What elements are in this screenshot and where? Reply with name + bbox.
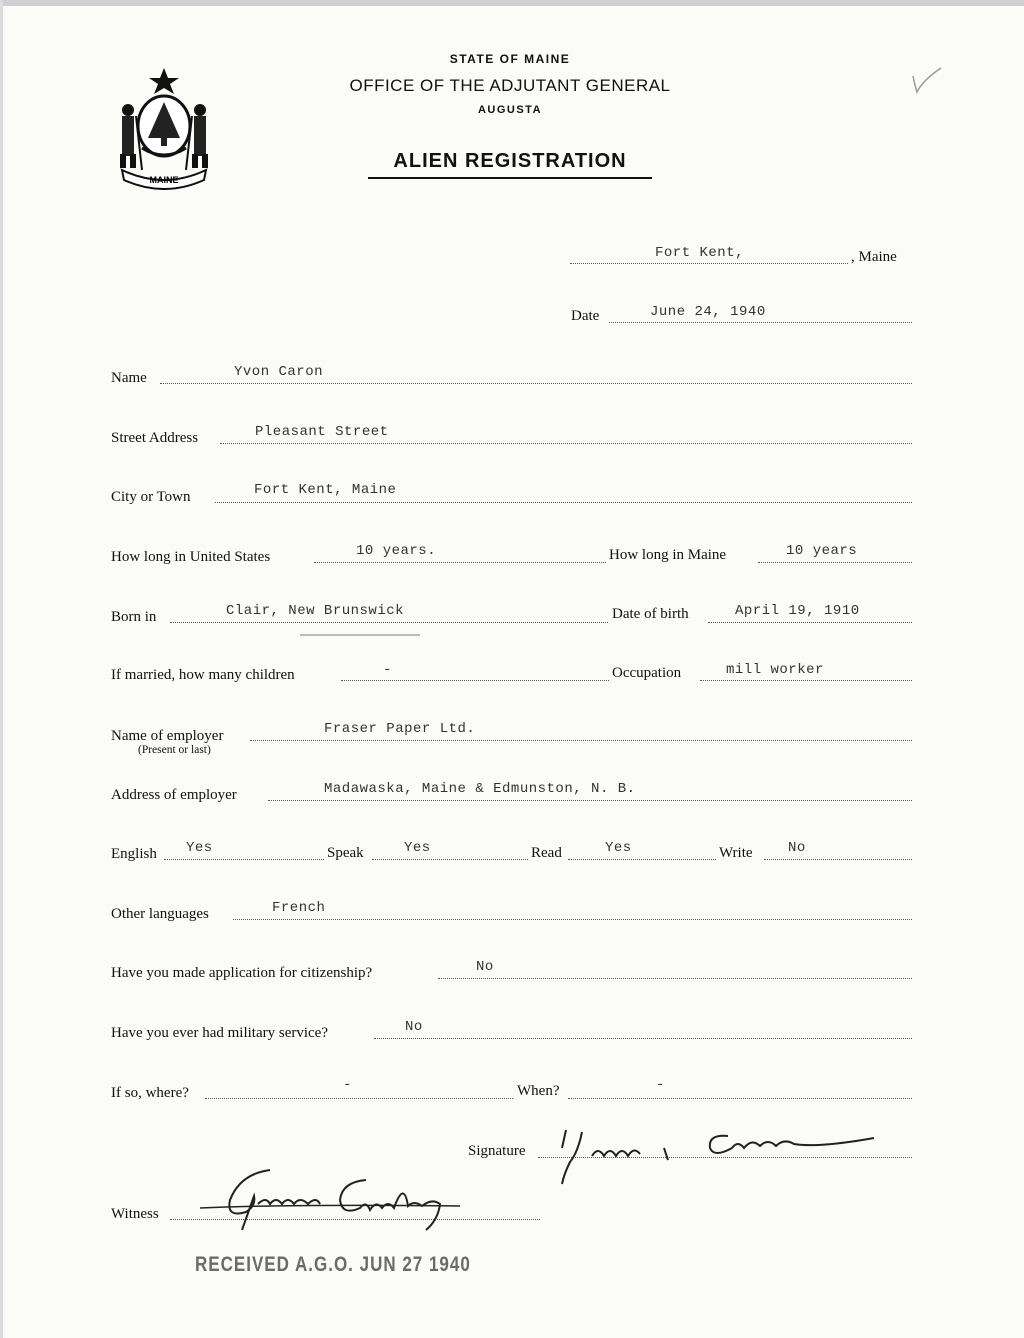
- dob-label: Date of birth: [612, 606, 689, 622]
- us-duration-value: 10 years.: [356, 543, 437, 559]
- date-value: June 24, 1940: [650, 304, 766, 320]
- occupation-line: [700, 679, 912, 681]
- maine-state-seal-icon: [112, 66, 216, 190]
- speak-value: Yes: [404, 840, 431, 856]
- born-in-underline: [300, 634, 420, 636]
- children-value: -: [383, 662, 392, 678]
- header-state: STATE OF MAINE: [449, 52, 571, 66]
- write-label: Write: [719, 845, 753, 861]
- checkmark-icon: [905, 62, 945, 96]
- where-label: If so, where?: [111, 1085, 189, 1101]
- when-value: -: [656, 1077, 665, 1093]
- signature-label: Signature: [468, 1143, 526, 1159]
- read-label: Read: [531, 845, 562, 861]
- name-value: Yvon Caron: [234, 364, 324, 380]
- write-value: No: [788, 840, 806, 856]
- born-in-value: Clair, New Brunswick: [226, 603, 405, 619]
- employer-line: [250, 739, 912, 741]
- city-label: City or Town: [111, 489, 191, 505]
- children-label: If married, how many children: [111, 667, 295, 683]
- employer-address-label: Address of employer: [111, 787, 237, 803]
- read-value: Yes: [605, 840, 632, 856]
- born-in-label: Born in: [111, 609, 157, 625]
- other-languages-line: [233, 918, 912, 920]
- street-line: [220, 442, 912, 444]
- read-line: [568, 858, 716, 860]
- occupation-value: mill worker: [726, 662, 824, 678]
- street-label: Street Address: [111, 430, 199, 446]
- other-languages-label: Other languages: [111, 906, 209, 922]
- military-line: [374, 1037, 912, 1039]
- header-office: OFFICE OF THE ADJUTANT GENERAL: [349, 76, 671, 95]
- us-duration-label: How long in United States: [111, 549, 271, 565]
- where-line: [205, 1097, 513, 1099]
- where-value: -: [343, 1077, 352, 1093]
- occupation-label: Occupation: [612, 665, 682, 681]
- location-suffix: , Maine: [851, 249, 897, 265]
- witness-signature-icon: [170, 1160, 470, 1235]
- citizenship-line: [438, 977, 912, 979]
- street-value: Pleasant Street: [255, 424, 389, 440]
- employer-address-line: [268, 799, 912, 801]
- military-label: Have you ever had military service?: [111, 1025, 328, 1041]
- english-label: English: [111, 846, 157, 862]
- when-line: [568, 1097, 912, 1099]
- write-line: [764, 858, 912, 860]
- location-value: Fort Kent,: [655, 245, 745, 261]
- maine-duration-line: [758, 561, 912, 563]
- received-stamp: RECEIVED A.G.O. JUN 27 1940: [195, 1252, 471, 1276]
- citizenship-value: No: [476, 959, 494, 975]
- when-label: When?: [517, 1083, 560, 1099]
- witness-label: Witness: [111, 1206, 159, 1222]
- scan-edge-top: [0, 0, 1024, 6]
- us-duration-line: [314, 561, 606, 563]
- speak-line: [372, 858, 528, 860]
- date-label: Date: [571, 308, 600, 324]
- english-line: [164, 858, 324, 860]
- speak-label: Speak: [327, 845, 364, 861]
- other-languages-value: French: [272, 900, 326, 916]
- military-value: No: [405, 1019, 423, 1035]
- date-line: [609, 321, 912, 323]
- english-value: Yes: [186, 840, 213, 856]
- maine-duration-label: How long in Maine: [609, 547, 727, 563]
- city-value: Fort Kent, Maine: [254, 482, 397, 498]
- citizenship-label: Have you made application for citizenship?: [111, 965, 373, 981]
- employer-address-value: Madawaska, Maine & Edmunston, N. B.: [324, 781, 636, 797]
- applicant-signature-icon: [548, 1118, 884, 1188]
- dob-line: [708, 621, 912, 623]
- employer-value: Fraser Paper Ltd.: [324, 721, 476, 737]
- location-line: [570, 262, 848, 264]
- children-line: [341, 679, 609, 681]
- employer-sublabel: (Present or last): [138, 744, 211, 756]
- name-line: [160, 382, 912, 384]
- name-label: Name: [111, 370, 147, 386]
- born-in-line: [170, 621, 608, 623]
- scan-edge-left: [0, 0, 3, 1338]
- employer-label: Name of employer: [111, 728, 224, 744]
- header-city: AUGUSTA: [477, 104, 543, 116]
- city-line: [215, 501, 912, 503]
- svg-text:MAINE: MAINE: [149, 175, 179, 185]
- dob-value: April 19, 1910: [735, 603, 860, 619]
- form-title: ALIEN REGISTRATION: [368, 150, 652, 179]
- maine-duration-value: 10 years: [786, 543, 858, 559]
